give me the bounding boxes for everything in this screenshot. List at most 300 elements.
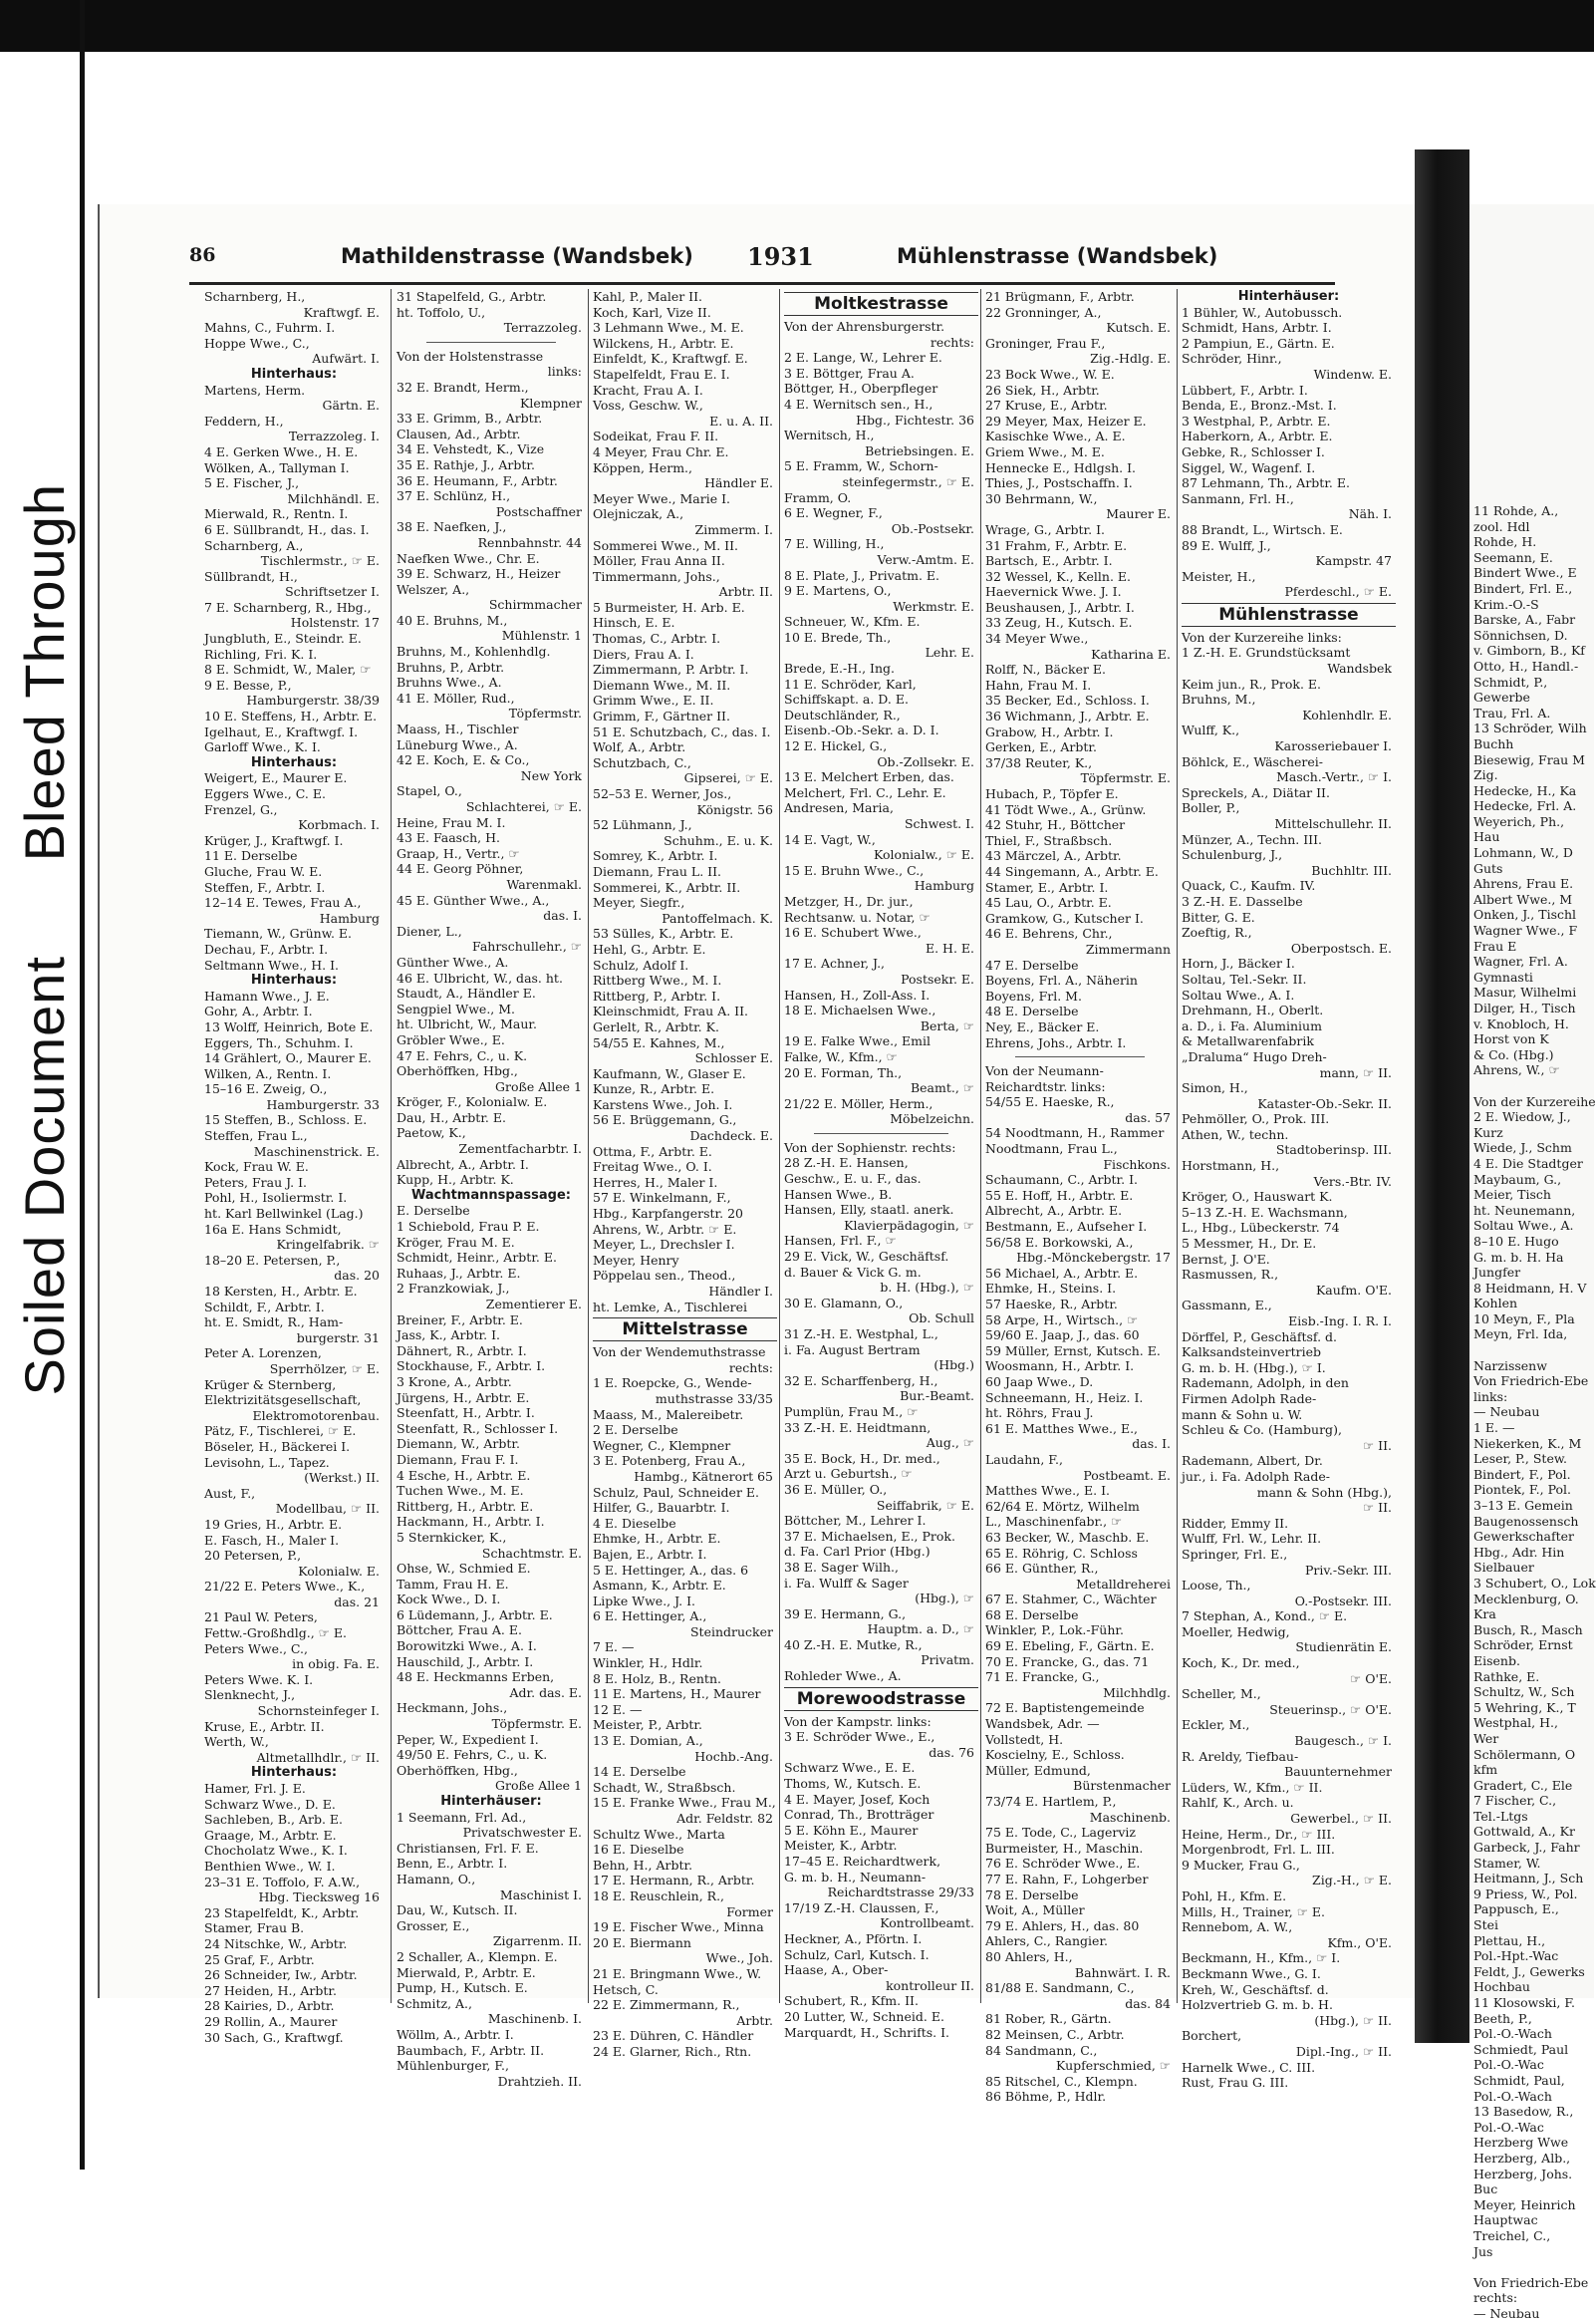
directory-entry-continuation: muthstrasse 33/35 — [655, 1390, 773, 1406]
directory-entry: 65 E. Röhrig, C. Schloss — [985, 1545, 1138, 1561]
street-heading: Morewoodstrasse — [784, 1687, 978, 1711]
directory-entry: Rahlf, K., Arch. u. — [1182, 1795, 1294, 1811]
directory-entry: Gröbler Wwe., E. — [397, 1031, 505, 1047]
soiled-document-label: Soiled Document — [12, 956, 76, 1396]
directory-entry: Peter A. Lorenzen, — [204, 1345, 322, 1361]
directory-entry: Falke, W., Kfm., ☞ — [784, 1048, 898, 1064]
street-heading: Mühlenstrasse — [1182, 603, 1396, 627]
facing-page-entry: Meier, Tisch — [1473, 1187, 1551, 1203]
directory-entry: 79 E. Ahlers, H., das. 80 — [985, 1917, 1140, 1933]
directory-entry-continuation: Kampstr. 47 — [1315, 553, 1392, 569]
directory-entry-continuation: Töpfermstr. E. — [1080, 770, 1171, 786]
facing-page-entry: & Co. (Hbg.) — [1473, 1046, 1554, 1062]
directory-entry: ht. Toffolo, U., — [397, 304, 486, 320]
directory-entry-continuation: Gärtn. E. — [322, 398, 380, 414]
directory-entry: 24 E. Glarner, Rich., Rtn. — [593, 2043, 752, 2059]
directory-entry: 3 Lehmann Wwe., M. E. — [593, 320, 744, 336]
directory-entry-continuation: Terrazzoleg. — [503, 320, 582, 336]
directory-entry: 32 Wessel, K., Kelln. E. — [985, 568, 1132, 584]
facing-page-entry: Baugenossensch — [1473, 1513, 1579, 1529]
directory-entry: Baumbach, F., Arbtr. II. — [397, 2042, 545, 2058]
directory-entry: 26 Schneider, Iw., Arbtr. — [204, 1967, 358, 1983]
directory-entry: G. m. b. H., Neumann- — [784, 1869, 927, 1885]
directory-entry-continuation: O.-Postsekr. III. — [1294, 1593, 1392, 1608]
directory-entry: 34 E. Vehstedt, K., Vize — [397, 441, 545, 457]
facing-page-entry: Heitmann, J., Sch — [1473, 1871, 1584, 1886]
directory-entry: Von der Holstenstrasse — [397, 348, 544, 364]
directory-entry-continuation: Privatschwester E. — [462, 1825, 582, 1841]
directory-entry-continuation: Baugesch., ☞ I. — [1294, 1733, 1392, 1749]
facing-page-entry: Bindert, Frl. E., — [1473, 580, 1573, 596]
directory-entry: 46 E. Ulbricht, W., das. ht. — [397, 970, 563, 986]
directory-entry: 9 E. Besse, P., — [204, 677, 292, 693]
facing-page-entry: 13 Schröder, Wilh — [1473, 721, 1587, 736]
directory-entry-continuation: Schlachterei, ☞ E. — [465, 799, 582, 814]
directory-entry: Horstmann, H., — [1182, 1158, 1280, 1174]
directory-entry: Somrey, K., Arbtr. I. — [593, 848, 718, 864]
directory-entry: 48 E. Heckmanns Erben, — [397, 1669, 555, 1685]
directory-entry-continuation: Hbg. Tiecksweg 16 — [258, 1889, 380, 1905]
directory-entry-continuation: Pferdeschl., ☞ E. — [1284, 584, 1392, 600]
directory-entry: Christiansen, Frl. F. E. — [397, 1840, 539, 1856]
directory-entry-continuation: Mühlenstr. 1 — [501, 628, 582, 644]
directory-entry: Möller, Frau Anna II. — [593, 553, 725, 569]
directory-entry-continuation: Eisb.-Ing. I. R. I. — [1288, 1313, 1392, 1328]
directory-entry: Maass, H., Tischler — [397, 722, 519, 737]
directory-entry: Grimm Wwe., E. II. — [593, 693, 714, 709]
directory-entry: d. Bauer & Vick G. m. — [784, 1264, 922, 1280]
directory-entry: Horn, J., Bäcker I. — [1182, 956, 1295, 972]
directory-entry: Hennecke E., Hdlgsh. I. — [985, 459, 1137, 475]
directory-entry: i. Fa. Wulff & Sager — [784, 1575, 909, 1591]
facing-page-entry: Masur, Wilhelmi — [1473, 985, 1577, 1001]
facing-page-entry: Biesewig, Frau M — [1473, 751, 1585, 767]
directory-entry: Karstens Wwe., Joh. I. — [593, 1096, 733, 1112]
directory-entry: 10 E. Brede, Th., — [784, 629, 892, 645]
facing-page-entry: 7 Fischer, C., — [1473, 1793, 1557, 1809]
directory-entry: 20 Lutter, W., Schneid. E. — [784, 2008, 944, 2024]
directory-entry-continuation: Hbg.-Mönckebergstr. 17 — [1016, 1250, 1171, 1266]
directory-entry: 46 E. Behrens, Chr., — [985, 926, 1113, 942]
directory-entry: Scharnberg, H., — [204, 289, 306, 304]
directory-entry: 67 E. Stahmer, C., Wächter — [985, 1592, 1157, 1607]
directory-entry: Wulff, Frl. W., Lehr. II. — [1182, 1531, 1322, 1547]
directory-entry-continuation: Lehr. E. — [925, 645, 974, 661]
directory-entry: 13 Wolff, Heinrich, Bote E. — [204, 1018, 374, 1034]
directory-entry: Behn, H., Arbtr. — [593, 1857, 693, 1873]
directory-entry-continuation: steinfegermstr., ☞ E. — [842, 473, 974, 489]
directory-entry: Winkler, P., Lok.-Führ. — [985, 1622, 1124, 1638]
directory-entry: Meyer, Siegfr., — [593, 895, 685, 911]
facing-page-entry: 11 Klosowski, F. — [1473, 1995, 1576, 2010]
directory-entry: Winkler, H., Hdlr. — [593, 1655, 703, 1671]
directory-entry: Kock Wwe., D. I. — [397, 1592, 501, 1607]
directory-entry-continuation: Zementfacharbtr. I. — [458, 1141, 582, 1157]
directory-entry: 61 E. Matthes Wwe., E., — [985, 1420, 1139, 1436]
directory-entry: 30 Behrmann, W., — [985, 490, 1098, 506]
directory-entry: Rohleder Wwe., A. — [784, 1668, 902, 1684]
directory-entry: Peters Wwe., C., — [204, 1640, 308, 1656]
directory-entry-continuation: Zementierer E. — [485, 1297, 582, 1311]
section-divider — [814, 1133, 948, 1134]
directory-entry: d. Fa. Carl Prior (Hbg.) — [784, 1544, 931, 1560]
directory-entry: Pätz, F., Tischlerei, ☞ E. — [204, 1423, 357, 1439]
facing-page-entry: Sielbauer — [1473, 1560, 1534, 1576]
directory-entry-continuation: Hambg., Kätnerort 65 — [634, 1468, 773, 1484]
directory-entry-continuation: Stadtoberinsp. III. — [1275, 1142, 1392, 1158]
directory-entry: Steffen, Frau L., — [204, 1128, 308, 1144]
directory-entry: Andresen, Maria, — [784, 800, 894, 816]
directory-entry: Timmermann, Johs., — [593, 568, 720, 584]
directory-entry: 51 E. Schutzbach, C., das. I. — [593, 724, 771, 739]
left-street-title: Mathildenstrasse (Wandsbek) — [341, 244, 693, 268]
facing-page-entry: 1 E. — — [1473, 1420, 1515, 1436]
facing-page-entry: Onken, J., Tischl — [1473, 907, 1577, 923]
directory-entry: 4 E. Gerken Wwe., H. E. — [204, 443, 359, 459]
directory-entry: 40 Z.-H. E. Mutke, R., — [784, 1636, 923, 1652]
directory-entry-continuation: (Hbg.), ☞ — [915, 1591, 974, 1606]
directory-entry: Thiel, F., Straßbsch. — [985, 832, 1113, 848]
directory-entry-continuation: Postbeamt. E. — [1083, 1467, 1171, 1483]
header-rule — [189, 282, 1335, 285]
facing-page-entry: Hbg., Adr. Hin — [1473, 1544, 1565, 1560]
directory-entry: Boyens, Frl. A., Näherin — [985, 973, 1138, 989]
facing-page-entry: ht. Neunemann, — [1473, 1202, 1576, 1218]
directory-entry-continuation: ☞ O'E. — [1350, 1670, 1392, 1686]
directory-entry: 13 E. Melchert Erben, das. — [784, 769, 954, 785]
directory-entry-continuation: Altmetallhdlr., ☞ II. — [256, 1749, 380, 1765]
facing-page-entry: Schmidt, Paul, — [1473, 2072, 1565, 2088]
facing-page-entry: Wagner, Frl. A. — [1473, 954, 1568, 970]
directory-entry: Mierwald, R., Rentn. I. — [204, 506, 349, 522]
facing-page-entry: Horst von K — [1473, 1031, 1549, 1047]
directory-entry: 32 E. Brandt, Herm., — [397, 379, 529, 395]
directory-entry: Böttcher, Frau A. E. — [397, 1622, 522, 1638]
directory-entry: Von der Neumann- — [985, 1063, 1104, 1079]
facing-page-entry: Schmidt, P., — [1473, 674, 1548, 690]
directory-entry: Hamann Wwe., J. E. — [204, 988, 330, 1004]
directory-entry: Kaufmann, W., Glaser E. — [593, 1065, 746, 1081]
directory-entry: 38 E. Sager Wilh., — [784, 1559, 899, 1575]
directory-entry: G. m. b. H. (Hbg.), ☞ I. — [1182, 1359, 1326, 1375]
directory-entry: 29 E. Vick, W., Geschäftsf. — [784, 1249, 949, 1265]
directory-entry: & Metallwarenfabrik — [1182, 1033, 1314, 1049]
directory-entry-continuation: Klavierpädagogin, ☞ — [844, 1217, 974, 1233]
directory-entry: Rittberg Wwe., M. I. — [593, 973, 722, 989]
directory-entry: 8 E. Schmidt, W., Maler, ☞ — [204, 662, 372, 678]
directory-entry: Jass, K., Arbtr. I. — [397, 1327, 500, 1343]
facing-page-entry: Pol.-O.-Wac — [1473, 2119, 1544, 2135]
directory-entry: E. Derselbe — [397, 1203, 470, 1219]
directory-entry: 43 E. Faasch, H. — [397, 830, 500, 846]
right-street-title: Mühlenstrasse (Wandsbek) — [897, 244, 1218, 268]
directory-entry: Rittberg, P., Arbtr. I. — [593, 988, 721, 1004]
directory-entry-continuation: mann & Sohn (Hbg.), — [1256, 1484, 1392, 1500]
directory-entry: 30 E. Glamann, O., — [784, 1295, 904, 1310]
directory-entry: Kröger, Frau M. E. — [397, 1234, 515, 1250]
facing-page-entry: Frau E — [1473, 938, 1517, 954]
facing-page-entry: Buchh — [1473, 735, 1514, 751]
facing-page-entry: Kohlen — [1473, 1296, 1518, 1311]
directory-entry: Schmidt, Hans, Arbtr. I. — [1182, 320, 1332, 336]
directory-entry: Wrage, G., Arbtr. I. — [985, 521, 1106, 537]
directory-entry: 8 E. Plate, J., Privatm. E. — [784, 567, 940, 583]
directory-entry: Kreh, W., Geschäftsf. d. — [1182, 1981, 1329, 1997]
directory-entry-continuation: Schuhm., E. u. K. — [664, 832, 773, 848]
column-divider — [391, 289, 392, 2003]
directory-entry-continuation: Drahtzieh. II. — [497, 2073, 582, 2089]
directory-entry: Vollstedt, H. — [985, 1731, 1064, 1747]
directory-entry: Firmen Adolph Rade- — [1182, 1390, 1317, 1406]
facing-page-entry: Gymnasti — [1473, 969, 1533, 985]
directory-entry: Pöppelau sen., Theod., — [593, 1268, 736, 1284]
directory-entry-continuation: Zimmermann — [1085, 941, 1171, 957]
directory-entry: Elektrizitätsgesellschaft, — [204, 1392, 362, 1408]
directory-entry-continuation: Fischkons. — [1103, 1156, 1171, 1172]
directory-entry: Ahlers, C., Rangier. — [985, 1933, 1109, 1949]
directory-entry: Slenknecht, J., — [204, 1687, 296, 1703]
facing-page-entry: Lohmann, W., D — [1473, 845, 1573, 861]
directory-entry: 21 Brügmann, F., Arbtr. — [985, 289, 1135, 304]
directory-entry: 17/19 Z.-H. Claussen, F., — [784, 1899, 939, 1915]
directory-entry: 11 E. Martens, H., Maurer — [593, 1686, 761, 1702]
column-2 — [397, 289, 586, 2089]
facing-page-entry: Otto, H., Handl.- — [1473, 658, 1579, 674]
directory-entry-continuation: Ob.-Postsekr. — [891, 520, 974, 536]
facing-page-entry: Bindert Wwe., E — [1473, 565, 1577, 581]
directory-entry: Rademann, Adolph, in den — [1182, 1375, 1349, 1391]
directory-entry: Dau, W., Kutsch. II. — [397, 1902, 518, 1918]
directory-entry-continuation: Rennbahnstr. 44 — [477, 534, 582, 550]
directory-entry: Seltmann Wwe., H. I. — [204, 957, 339, 973]
page-header — [110, 244, 1265, 278]
directory-entry: Ottma, F., Arbtr. E. — [593, 1143, 712, 1159]
directory-entry: Kupp, H., Arbtr. K. — [397, 1172, 514, 1188]
directory-entry-continuation: Schlosser E. — [694, 1050, 773, 1066]
facing-page-entry: Hedecke, Frl. A. — [1473, 798, 1577, 814]
directory-entry: Oberhöffken, Hbg., — [397, 1762, 518, 1778]
directory-entry: Haberkorn, A., Arbtr. E. — [1182, 429, 1333, 444]
directory-entry: 23–31 E. Toffolo, F. A.W., — [204, 1874, 361, 1889]
directory-entry-continuation: Aufwärt. I. — [312, 351, 380, 367]
directory-entry: 9 Mucker, Frau G., — [1182, 1857, 1300, 1873]
directory-entry-continuation: b. H. (Hbg.), ☞ — [880, 1280, 974, 1296]
directory-entry: Ehmke, H., Steins. I. — [985, 1281, 1117, 1297]
facing-page-entry: links: — [1473, 1388, 1508, 1404]
facing-page-entry: Bindert, F., Pol. — [1473, 1466, 1571, 1482]
directory-entry-continuation: Händler E. — [704, 475, 773, 491]
directory-entry: Ohse, W., Schmied E. — [397, 1561, 531, 1577]
facing-page-entry: Tel.-Ltgs — [1473, 1808, 1528, 1824]
facing-page-entry: Meyer, Heinrich — [1473, 2196, 1576, 2212]
directory-entry: 23 E. Dühren, C. Händler — [593, 2028, 754, 2044]
directory-entry: Bruhns Wwe., A. — [397, 675, 502, 691]
facing-page-entry: 5 Wehring, K., T — [1473, 1699, 1576, 1715]
directory-entry: i. Fa. August Bertram — [784, 1341, 921, 1357]
book-gutter — [1415, 149, 1469, 2043]
directory-entry: Peters Wwe. K. I. — [204, 1671, 314, 1687]
directory-entry: Graap, H., Vertr., ☞ — [397, 845, 520, 861]
directory-entry: jur., i. Fa. Adolph Rade- — [1182, 1468, 1330, 1484]
directory-entry-continuation: Töpfermstr. — [508, 706, 582, 722]
directory-entry-continuation: Arbtr. II. — [718, 584, 773, 600]
directory-entry: Martens, Herm. — [204, 382, 306, 398]
facing-page-entry: Hau — [1473, 829, 1500, 845]
facing-page-text — [1473, 503, 1596, 2321]
directory-entry: 7 E. Willing, H., — [784, 536, 885, 552]
directory-entry: Mills, H., Trainer, ☞ E. — [1182, 1903, 1326, 1919]
directory-entry-continuation: (Werkst.) II. — [304, 1470, 380, 1486]
facing-page-entry: 13 Basedow, R., — [1473, 2104, 1574, 2120]
directory-entry: 22 E. Zimmermann, R., — [593, 1997, 740, 2013]
directory-entry: 17 E. Hermann, R., Arbtr. — [593, 1873, 755, 1888]
directory-entry: 54/55 E. Kahnes, M., — [593, 1034, 725, 1050]
directory-entry: 2 Schaller, A., Klempn. E. — [397, 1948, 558, 1964]
directory-entry: 59 Müller, Ernst, Kutsch. E. — [985, 1342, 1161, 1358]
directory-entry-continuation: Modellbau, ☞ II. — [275, 1501, 380, 1517]
directory-entry: Wilken, A., Rentn. I. — [204, 1065, 332, 1081]
directory-entry: Bruhns, M., — [1182, 692, 1256, 708]
facing-page-entry: Pol.-O.-Wach — [1473, 2088, 1552, 2104]
directory-entry: Beushausen, J., Arbtr. I. — [985, 599, 1135, 615]
directory-entry: 15 E. Bruhn Wwe., C., — [784, 862, 925, 878]
directory-entry-continuation: Möbelzeichn. — [890, 1111, 974, 1127]
directory-entry: 5 Sternkicker, K., — [397, 1529, 507, 1545]
directory-entry: Thomas, C., Arbtr. I. — [593, 631, 721, 647]
directory-entry: 56 E. Brüggemann, G., — [593, 1112, 737, 1128]
directory-entry-continuation: links: — [547, 364, 582, 380]
directory-entry: 5 Messmer, H., Dr. E. — [1182, 1236, 1317, 1252]
directory-entry: Benn, E., Arbtr. I. — [397, 1856, 508, 1872]
directory-entry-continuation: Werkmstr. E. — [893, 598, 974, 614]
directory-entry: Richling, Fri. K. I. — [204, 646, 318, 662]
facing-page-entry: Trau, Frl. A. — [1473, 705, 1551, 721]
directory-entry-continuation: Tischlermstr., ☞ E. — [260, 553, 380, 569]
directory-entry-continuation: Schriftsetzer I. — [285, 584, 380, 600]
directory-entry: Gerlelt, R., Arbtr. K. — [593, 1018, 719, 1034]
directory-entry: Soltau Wwe., A. I. — [1182, 987, 1295, 1003]
directory-entry: Schneemann, H., Heiz. I. — [985, 1389, 1144, 1405]
directory-entry: ht. Röhrs, Frau J. — [985, 1405, 1094, 1421]
directory-entry: Quack, C., Kaufm. IV. — [1182, 878, 1316, 894]
directory-entry: Sachleben, B., Arb. E. — [204, 1812, 344, 1828]
directory-entry: Sommerei, K., Arbtr. II. — [593, 879, 741, 895]
directory-entry: Bartsch, E., Arbtr. I. — [985, 553, 1113, 569]
directory-entry-continuation: in obig. Fa. E. — [292, 1656, 380, 1672]
facing-page-entry: Feldt, J., Gewerks — [1473, 1963, 1585, 1979]
directory-entry: Arzt u. Geburtsh., ☞ — [784, 1466, 913, 1482]
directory-entry: Koch, K., Dr. med., — [1182, 1655, 1300, 1671]
directory-entry: Borowitzki Wwe., A. I. — [397, 1638, 537, 1654]
directory-entry: 68 E. Derselbe — [985, 1606, 1079, 1622]
directory-entry-continuation: das. 21 — [334, 1594, 380, 1609]
directory-entry: Igelhaut, E., Kraftwgf. I. — [204, 724, 359, 739]
directory-entry-continuation: Verw.-Amtm. E. — [877, 551, 974, 567]
facing-page-entry: Plettau, H., — [1473, 1932, 1546, 1948]
directory-entry: Herres, H., Maler I. — [593, 1174, 718, 1190]
directory-entry: Simon, H., — [1182, 1080, 1248, 1096]
facing-page-entry: Albert Wwe., M — [1473, 891, 1573, 907]
directory-entry: Schmitz, A., — [397, 1995, 472, 2011]
facing-page-entry: Busch, R., Masch — [1473, 1621, 1583, 1637]
directory-entry: Schildt, F., Arbtr. I. — [204, 1299, 325, 1314]
facing-page-entry: Schultz, W., Sch — [1473, 1684, 1575, 1700]
facing-page-entry: Niekerken, K., M — [1473, 1435, 1582, 1451]
facing-page-entry: Mecklenburg, O. — [1473, 1591, 1579, 1606]
directory-entry: Schwarz Wwe., E. E. — [784, 1760, 916, 1776]
directory-entry: Heckner, A., Pförtn. I. — [784, 1930, 923, 1946]
directory-entry: 1 E. Roepcke, G., Wende- — [593, 1375, 752, 1391]
facing-page-entry: Gewerbe — [1473, 690, 1530, 706]
directory-entry-continuation: Hochb.-Ang. — [694, 1748, 773, 1764]
directory-entry: Rasmussen, R., — [1182, 1267, 1279, 1283]
directory-entry-continuation: rechts: — [930, 334, 974, 350]
directory-entry: Hinsch, E. E. — [593, 615, 675, 631]
directory-entry-continuation: Kutsch. E. — [1106, 320, 1171, 336]
directory-entry-continuation: Mittelschullehr. II. — [1274, 816, 1392, 831]
directory-entry: Chocholatz Wwe., K. I. — [204, 1843, 348, 1859]
directory-entry: Schulz, Paul, Schneider E. — [593, 1484, 759, 1500]
directory-entry: 53 Sülles, K., Arbtr. E. — [593, 926, 734, 942]
directory-entry: Pumplün, Frau M., ☞ — [784, 1403, 919, 1419]
directory-entry: Drehmann, H., Oberlt. — [1182, 1003, 1324, 1018]
directory-entry-continuation: Näh. I. — [1348, 506, 1392, 522]
facing-page-entry: Pol.-Hpt.-Wac — [1473, 1948, 1559, 1964]
directory-entry: Schulz, Adolf I. — [593, 957, 689, 973]
directory-entry: 57 Haeske, R., Arbtr. — [985, 1297, 1118, 1311]
directory-entry: Schultz Wwe., Marta — [593, 1826, 725, 1842]
directory-entry: Harnelk Wwe., C. III. — [1182, 2059, 1316, 2075]
directory-entry: 35 E. Bock, H., Dr. med., — [784, 1450, 940, 1466]
directory-entry: 47 E. Fehrs, C., u. K. — [397, 1047, 528, 1063]
directory-entry: 85 Ritschel, C., Klempn. — [985, 2073, 1138, 2089]
directory-entry-continuation: Steindrucker — [689, 1623, 773, 1639]
facing-page-entry: Zig. — [1473, 767, 1498, 783]
directory-entry: 17–45 E. Reichardtwerk, — [784, 1854, 941, 1869]
directory-entry: Hahn, Frau M. I. — [985, 677, 1092, 693]
directory-entry-continuation: Töpfermstr. E. — [491, 1716, 582, 1732]
directory-entry: 76 E. Schröder Wwe., E. — [985, 1856, 1141, 1872]
directory-entry: Benthien Wwe., W. I. — [204, 1858, 336, 1874]
directory-entry: Schmidt, Heinr., Arbtr. E. — [397, 1250, 557, 1266]
directory-entry: 11 E. Schröder, Karl, — [784, 676, 917, 692]
directory-entry: 41 Tödt Wwe., A., Grünw. — [985, 801, 1147, 817]
facing-page-entry: Narzissenw — [1473, 1357, 1547, 1373]
directory-entry: 31 Frahm, F., Arbtr. E. — [985, 537, 1128, 553]
directory-entry: Einfeldt, K., Kraftwgf. E. — [593, 351, 748, 367]
directory-entry: Boyens, Frl. M. — [985, 988, 1082, 1004]
directory-entry-continuation: Korbmach. I. — [298, 817, 380, 833]
directory-entry: Hetsch, C. — [593, 1981, 659, 1997]
directory-entry: Sodeikat, Frau F. II. — [593, 429, 719, 444]
directory-entry: Spreckels, A., Diätar II. — [1182, 784, 1330, 800]
directory-entry-continuation: Kraftwgf. E. — [303, 304, 380, 320]
directory-entry: 86 Böhme, P., Hdlr. — [985, 2089, 1107, 2105]
directory-entry-continuation: Holstenstr. 17 — [290, 615, 380, 631]
directory-entry: Rennebom, A. W., — [1182, 1919, 1293, 1935]
directory-entry: 30 Sach, G., Kraftwgf. — [204, 2029, 344, 2045]
directory-entry: Maass, M., Malereibetr. — [593, 1406, 744, 1422]
directory-entry: Welszer, A., — [397, 581, 470, 597]
directory-entry: 33 Z.-H. E. Heidtmann, — [784, 1419, 931, 1435]
directory-entry: Böttger, H., Oberpfleger — [784, 381, 938, 397]
directory-entry: 14 E. Derselbe — [593, 1764, 686, 1780]
directory-entry: 1 Z.-H. E. Grundstücksamt — [1182, 645, 1351, 661]
directory-entry-continuation: Arbtr. — [736, 2012, 773, 2028]
directory-entry: 27 Kruse, E., Arbtr. — [985, 398, 1108, 414]
directory-entry: Eggers Wwe., C. E. — [204, 786, 326, 801]
directory-entry: Krüger & Sternberg, — [204, 1376, 337, 1392]
